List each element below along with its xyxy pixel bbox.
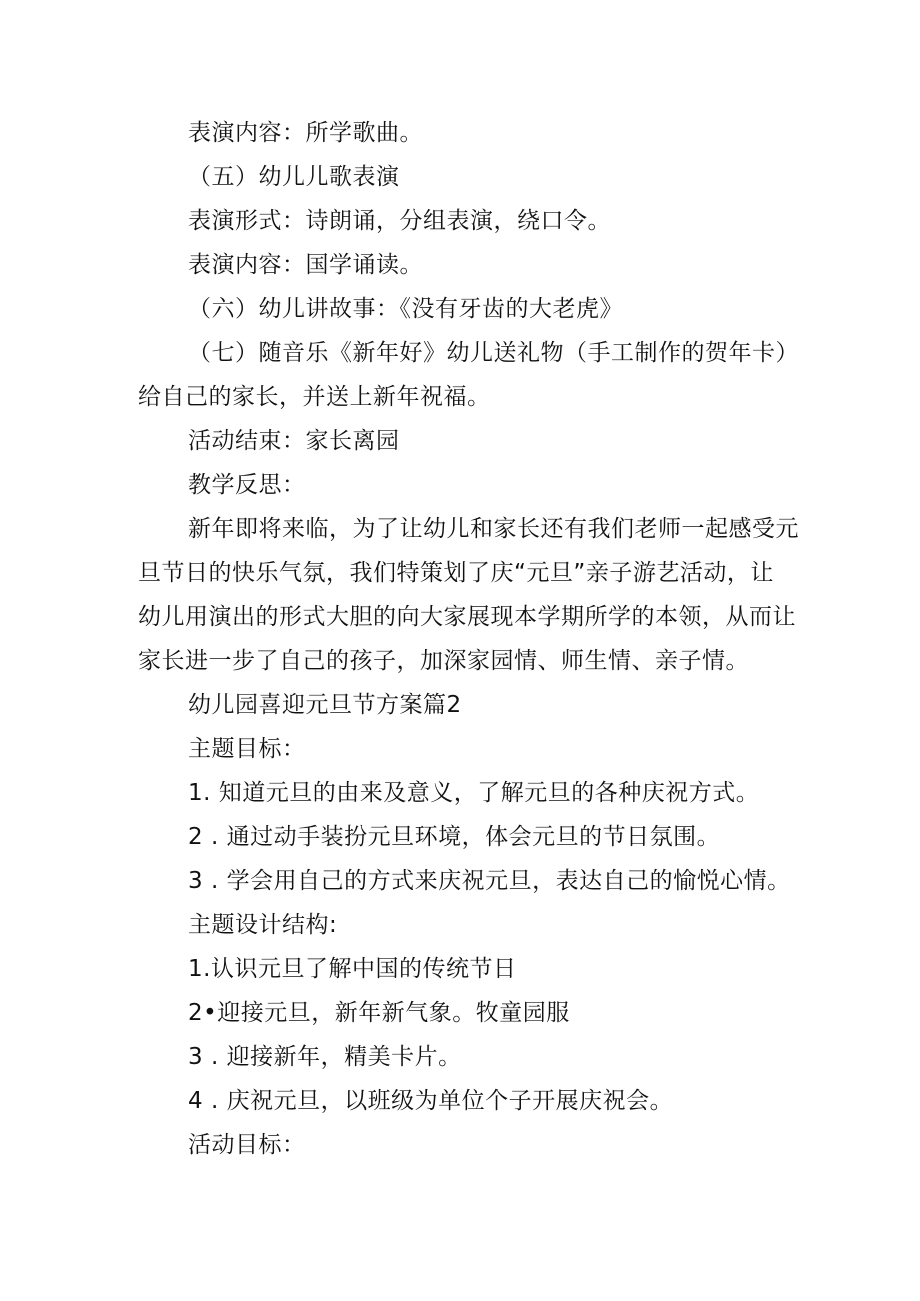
paragraph-line: 新年即将来临，为了让幼儿和家长还有我们老师一起感受元	[188, 516, 799, 542]
paragraph-line: 活动结束：家长离园	[188, 428, 400, 454]
list-item: 3 . 迎接新年，精美卡片。	[188, 1044, 462, 1070]
paragraph-line: 幼儿用演出的形式大胆的向大家展现本学期所学的本领，从而让	[138, 604, 796, 630]
section-heading: （五）幼儿儿歌表演	[188, 164, 400, 190]
section-heading: （七）随音乐《新年好》幼儿送礼物（手工制作的贺年卡）	[188, 340, 799, 366]
paragraph-line: 旦节日的快乐气氛，我们特策划了庆“元旦”亲子游艺活动，让	[138, 560, 774, 586]
list-item: 1.认识元旦了解中国的传统节日	[188, 956, 517, 982]
list-item: 2 . 通过动手装扮元旦环境，体会元旦的节日氛围。	[188, 824, 721, 850]
paragraph-line: 主题目标：	[188, 736, 306, 762]
paragraph-line: 表演内容：所学歌曲。	[188, 120, 423, 146]
paragraph-line: 给自己的家长，并送上新年祝福。	[138, 384, 491, 410]
section-heading: （六）幼儿讲故事：《没有牙齿的大老虎》	[188, 296, 623, 322]
list-item: 1. 知道元旦的由来及意义，了解元旦的各种庆祝方式。	[188, 780, 760, 806]
paragraph-line: 表演形式：诗朗诵，分组表演，绕口令。	[188, 208, 611, 234]
paragraph-line: 家长进一步了自己的孩子，加深家园情、师生情、亲子情。	[138, 648, 749, 674]
paragraph-line: 表演内容：国学诵读。	[188, 252, 423, 278]
paragraph-line: 活动目标：	[188, 1132, 306, 1158]
list-item: 2•迎接元旦，新年新气象。牧童园服	[188, 1000, 570, 1026]
paragraph-line: 主题设计结构:	[188, 912, 338, 938]
list-item: 3 . 学会用自己的方式来庆祝元旦，表达自己的愉悦心情。	[188, 868, 791, 894]
paragraph-line: 教学反思：	[188, 472, 306, 498]
list-item: 4 . 庆祝元旦，以班级为单位个子开展庆祝会。	[188, 1088, 674, 1114]
section-heading: 幼儿园喜迎元旦节方案篇2	[188, 692, 462, 718]
